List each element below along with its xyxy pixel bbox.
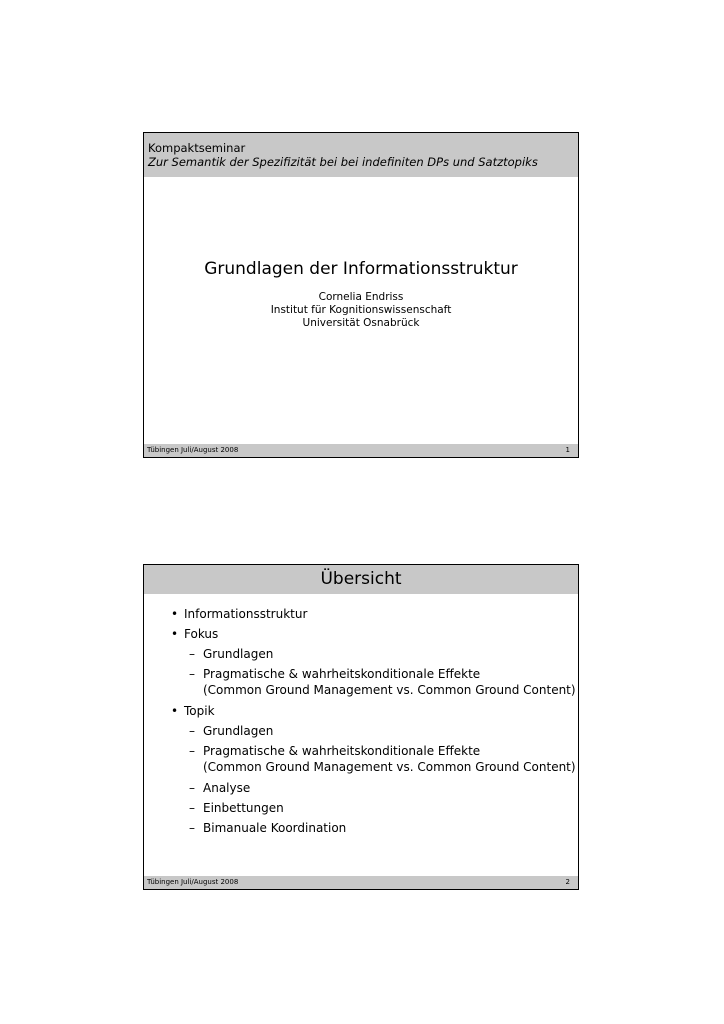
item-text-continuation: (Common Ground Management vs. Common Ground Content) — [203, 683, 576, 697]
slide-title: Übersicht — [144, 565, 578, 594]
item-text: Pragmatische & wahrheitskonditionale Effekte — [203, 667, 481, 681]
sub-bullet-item — [189, 780, 251, 796]
item-text: Bimanuale Koordination — [203, 821, 347, 835]
author-name: Cornelia Endriss — [318, 291, 404, 303]
dash-marker: – — [189, 667, 195, 681]
item-text: Einbettungen — [203, 801, 284, 815]
sub-bullet-item — [189, 800, 284, 816]
item-text: Fokus — [184, 627, 219, 641]
dash-marker: – — [189, 781, 195, 795]
page-number: 1 — [565, 446, 570, 454]
sub-bullet-item — [189, 820, 347, 836]
footer-place-date: Tübingen Juli/August 2008 — [147, 878, 239, 886]
dash-marker: – — [189, 647, 195, 661]
item-text: Pragmatische & wahrheitskonditionale Effekte — [203, 744, 481, 758]
item-text: Grundlagen — [203, 647, 274, 661]
dash-marker: – — [189, 821, 195, 835]
sub-bullet-item — [189, 646, 274, 662]
slide-1 — [143, 132, 579, 458]
institute-name: Institut für Kognitionswissenschaft — [270, 304, 452, 316]
slide-header — [144, 133, 578, 177]
bullet-item — [171, 703, 215, 719]
slide-2 — [143, 564, 579, 890]
page-number: 2 — [565, 878, 570, 886]
bullet-marker: • — [171, 704, 179, 718]
university-name: Universität Osnabrück — [302, 317, 420, 329]
item-text: Informationsstruktur — [184, 607, 308, 621]
slide-title: Grundlagen der Informationsstruktur — [204, 259, 518, 279]
course-name: Kompaktseminar — [148, 141, 246, 155]
bullet-marker: • — [171, 607, 179, 621]
dash-marker: – — [189, 801, 195, 815]
slide-footer — [144, 444, 578, 457]
bullet-item — [171, 626, 219, 642]
slide-footer — [144, 876, 578, 889]
item-text-continuation: (Common Ground Management vs. Common Ground Content) — [203, 760, 576, 774]
item-text: Topik — [184, 704, 215, 718]
dash-marker: – — [189, 724, 195, 738]
sub-bullet-item — [189, 723, 274, 739]
footer-place-date: Tübingen Juli/August 2008 — [147, 446, 239, 454]
author-block — [144, 291, 578, 330]
bullet-item — [171, 606, 308, 622]
sub-bullet-item — [189, 666, 576, 698]
seminar-subtitle: Zur Semantik der Spezifizität bei bei indefiniten DPs und Satztopiks — [148, 155, 538, 169]
item-text: Grundlagen — [203, 724, 274, 738]
sub-bullet-item — [189, 743, 576, 775]
dash-marker: – — [189, 744, 195, 758]
bullet-marker: • — [171, 627, 179, 641]
item-text: Analyse — [203, 781, 251, 795]
